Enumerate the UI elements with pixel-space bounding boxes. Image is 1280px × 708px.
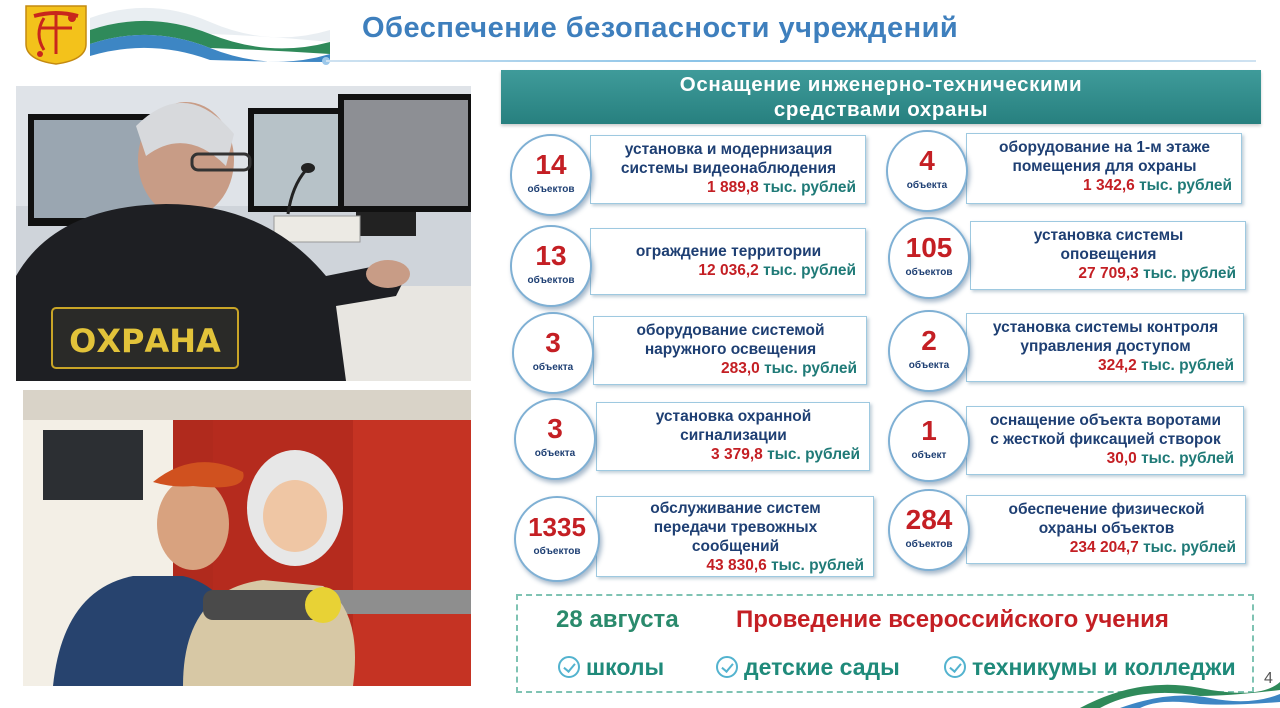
- amount-value: 283,0: [720, 360, 760, 377]
- amount-value: 324,2: [1097, 357, 1137, 374]
- object-count-unit: объекта: [534, 448, 576, 459]
- card-desc-line: оборудование системой: [636, 322, 825, 339]
- card-desc-line: установка системы: [1033, 227, 1184, 244]
- guard-label-text: ОХРАНА: [69, 322, 221, 360]
- card-amount: [977, 538, 1236, 557]
- card-amount: [604, 359, 857, 378]
- check-circle-icon: [944, 656, 966, 678]
- drill-title: Проведение всероссийского учения: [736, 606, 1169, 633]
- count-circle: [888, 310, 970, 392]
- card-desc-line: установка системы контроля: [992, 319, 1219, 336]
- count-circle: [886, 130, 968, 212]
- object-count: 3: [547, 413, 563, 444]
- amount-unit: тыс. рублей: [758, 262, 856, 279]
- kirov-coat-of-arms-logo: [20, 4, 92, 66]
- card-amount: [977, 356, 1234, 375]
- count-circle: [888, 400, 970, 482]
- object-count: 13: [535, 240, 567, 271]
- amount-value: 43 830,6: [706, 557, 767, 574]
- banner-line-2: средствами охраны: [773, 98, 989, 121]
- card-amount: [977, 449, 1234, 468]
- card-desc-line: установка и модернизация: [624, 141, 833, 158]
- card-desc-line: охраны объектов: [1038, 520, 1175, 537]
- object-count-unit: объекта: [532, 362, 574, 373]
- object-count-unit: объекта: [908, 360, 950, 371]
- amount-value: 30,0: [1106, 450, 1137, 467]
- card-amount: [981, 264, 1236, 283]
- card-desc-line: помещения для охраны: [1012, 158, 1197, 175]
- card-desc-line: системы видеонаблюдения: [620, 160, 837, 177]
- amount-value: 27 709,3: [1078, 265, 1139, 282]
- amount-value: 12 036,2: [698, 262, 759, 279]
- card-desc-line: сигнализации: [680, 427, 787, 444]
- object-count: 1335: [528, 512, 586, 542]
- drill-item-schools: [558, 654, 664, 681]
- page-title: Обеспечение безопасности учреждений: [362, 12, 959, 44]
- card-desc-line: оповещения: [1060, 246, 1157, 263]
- count-circle: [510, 225, 592, 307]
- amount-value: 1 889,8: [707, 179, 759, 196]
- card-amount: [601, 178, 856, 197]
- count-circle: [888, 489, 970, 571]
- card-desc-line: обслуживание систем: [650, 500, 821, 517]
- amount-unit: тыс. рублей: [762, 446, 860, 463]
- drill-item-label: техникумы и колледжи: [972, 654, 1236, 680]
- object-count-unit: объектов: [533, 546, 581, 557]
- page-number: 4: [1264, 670, 1273, 687]
- amount-unit: тыс. рублей: [1136, 357, 1234, 374]
- card-amount: [607, 556, 864, 575]
- amount-value: 3 379,8: [711, 446, 763, 463]
- header-divider: [326, 60, 1256, 62]
- region-flag-ribbon: [90, 0, 330, 70]
- object-count-unit: объект: [911, 450, 947, 461]
- card-desc-line: ограждение территории: [635, 243, 822, 260]
- banner-line-1: Оснащение инженерно-техническими: [679, 73, 1083, 96]
- drill-item-label: детские сады: [744, 654, 900, 680]
- object-count-unit: объектов: [905, 267, 953, 278]
- check-circle-icon: [558, 656, 580, 678]
- amount-unit: тыс. рублей: [766, 557, 864, 574]
- count-circle: [510, 134, 592, 216]
- amount-unit: тыс. рублей: [758, 179, 856, 196]
- corner-flag-ribbon: [1080, 676, 1280, 708]
- card-desc-line: с жесткой фиксацией створок: [990, 431, 1221, 448]
- card-desc-line: управления доступом: [1020, 338, 1191, 355]
- photo-security-guard: [16, 86, 471, 381]
- object-count: 1: [921, 415, 937, 446]
- object-count: 284: [905, 504, 953, 535]
- amount-unit: тыс. рублей: [1134, 177, 1232, 194]
- card-desc-line: установка охранной: [655, 408, 812, 425]
- amount-unit: тыс. рублей: [759, 360, 857, 377]
- drill-item-label: школы: [586, 654, 665, 680]
- count-circle: [514, 496, 600, 582]
- amount-value: 1 342,6: [1083, 177, 1135, 194]
- object-count-unit: объектов: [905, 539, 953, 550]
- object-count: 2: [921, 325, 937, 356]
- object-count-unit: объектов: [527, 275, 575, 286]
- count-circle: [512, 312, 594, 394]
- card-desc-line: оборудование на 1-м этаже: [999, 139, 1210, 156]
- card-desc-line: сообщений: [691, 538, 780, 555]
- drill-date: 28 августа: [556, 606, 679, 633]
- object-count: 4: [919, 145, 935, 176]
- object-count: 14: [535, 149, 567, 180]
- count-circle: [514, 398, 596, 480]
- card-desc-line: передачи тревожных: [653, 519, 818, 536]
- drill-item-kindergartens: [716, 654, 900, 681]
- amount-value: 234 204,7: [1069, 539, 1139, 556]
- section-banner: [501, 70, 1261, 124]
- object-count-unit: объектов: [527, 184, 575, 195]
- amount-unit: тыс. рублей: [1138, 539, 1236, 556]
- object-count-unit: объекта: [906, 180, 948, 191]
- card-desc-line: оснащение объекта воротами: [990, 412, 1221, 429]
- object-count: 105: [905, 232, 953, 263]
- object-count: 3: [545, 327, 561, 358]
- photo-firefighter-child: [23, 390, 471, 686]
- card-desc-line: обеспечение физической: [1008, 501, 1205, 518]
- card-amount: [601, 261, 856, 280]
- amount-unit: тыс. рублей: [1138, 265, 1236, 282]
- check-circle-icon: [716, 656, 738, 678]
- count-circle: [888, 217, 970, 299]
- card-amount: [977, 176, 1232, 195]
- amount-unit: тыс. рублей: [1136, 450, 1234, 467]
- card-desc-line: наружного освещения: [644, 341, 817, 358]
- card-amount: [607, 445, 860, 464]
